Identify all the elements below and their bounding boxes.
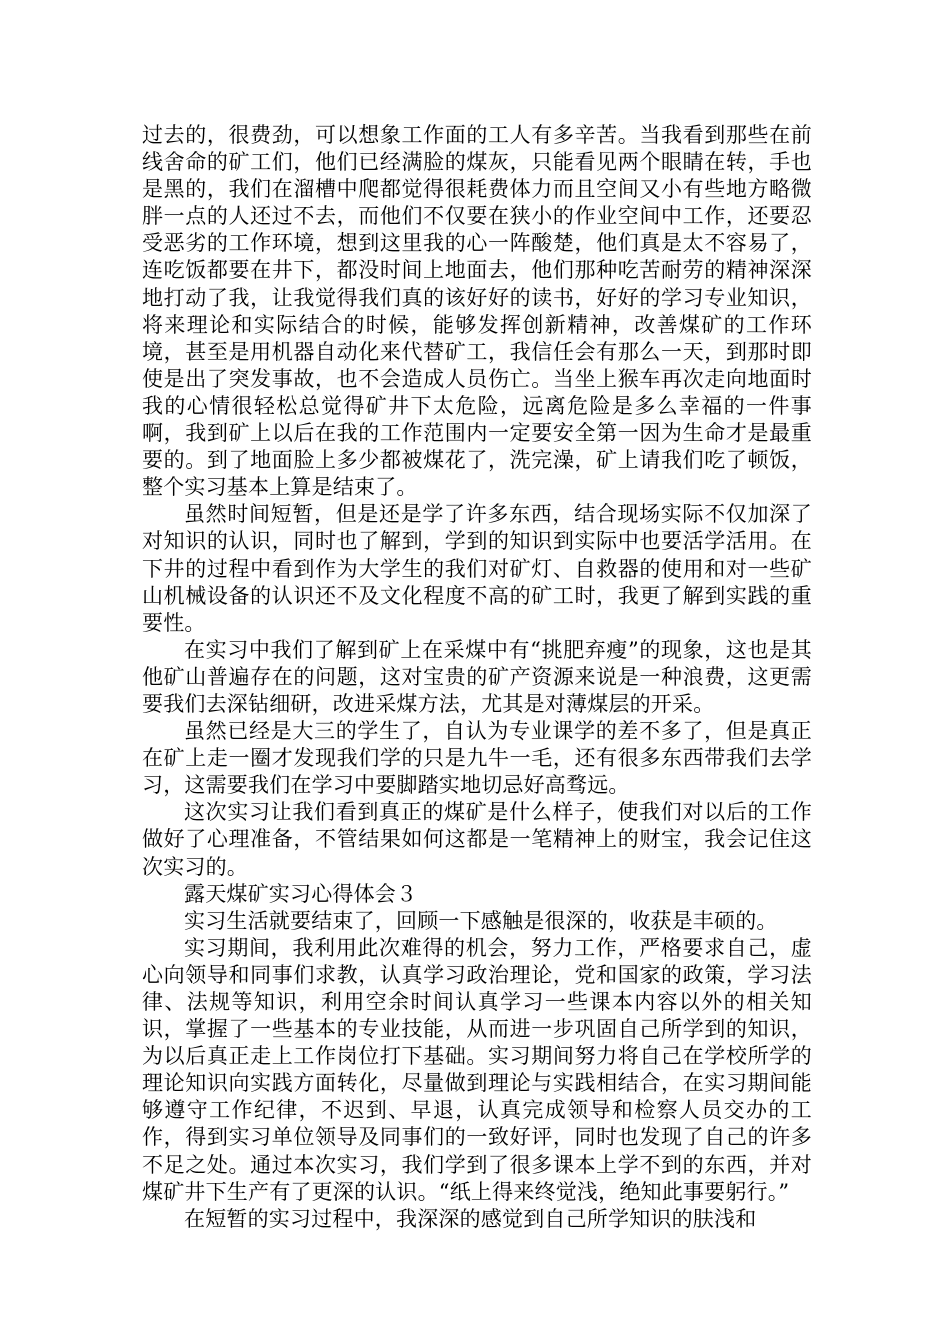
paragraph-short-time: 虽然时间短暂，但是还是学了许多东西，结合现场实际不仅加深了对知识的认识，同时也了解到，学到的知识到实际中也要活学活用。在下井的过程中看到作为大学生的我们对矿灯、自救器的使用和对一些矿山机械设备的认识还不及文化程度不高的矿工时，我更了解到实践的重要性。	[142, 502, 812, 635]
section-heading: 露天煤矿实习心得体会３	[184, 881, 418, 906]
paragraph-third-year: 虽然已经是大三的学生了，自认为专业课学的差不多了，但是真正在矿上走一圈才发现我们学的只是九牛一毛，还有很多东西带我们去学习，这需要我们在学习中要脚踏实地切忌好高骛远。	[142, 719, 812, 798]
paragraph-internship-period: 实习期间，我利用此次难得的机会，努力工作，严格要求自己，虚心向领导和同事们求教，认真学习政治理论，党和国家的政策，学习法律、法规等知识，利用空余时间认真学习一些课本内容以外的相关知识，掌握了一些基本的专业技能，从而进一步巩固自己所学到的知识，为以后真正走上工作岗位打下基础。实习期间努力将自己在学校所学的理论知识向实践方面转化，尽量做到理论与实践相结合，在实习期间能够遵守工作纪律，不迟到、早退，认真完成领导和检察人员交办的工作，得到实习单位领导及同事们的一致好评，同时也发现了自己的许多不足之处。通过本次实习，我们学到了很多课本上学不到的东西，并对煤矿井下生产有了更深的认识。“纸上得来终觉浅，绝知此事要躬行。”	[142, 935, 812, 1204]
paragraph-continuation: 过去的，很费劲，可以想象工作面的工人有多辛苦。当我看到那些在前线舍命的矿工们，他们已经满脸的煤灰，只能看见两个眼睛在转，手也是黑的，我们在溜槽中爬都觉得很耗费体力而且空间又小有些地方略微胖一点的人还过不去，而他们不仅要在狭小的作业空间中工作，还要忍受恶劣的工作环境，想到这里我的心一阵酸楚，他们真是太不容易了，连吃饭都要在井下，都没时间上地面去，他们那种吃苦耐劳的精神深深地打动了我，让我觉得我们真的该好好的读书，好好的学习专业知识，将来理论和实际结合的时候，能够发挥创新精神，改善煤矿的工作环境，甚至是用机器自动化来代替矿工，我信任会有那么一天，到那时即使是出了突发事故，也不会造成人员伤亡。当坐上猴车再次走向地面时我的心情很轻松总觉得矿井下太危险，远离危险是多么幸福的一件事啊，我到矿上以后在我的工作范围内一定要安全第一因为生命才是最重要的。到了地面脸上多少都被煤花了，洗完澡，矿上请我们吃了顿饭，整个实习基本上算是结束了。	[142, 123, 812, 500]
paragraph-conclusion: 这次实习让我们看到真正的煤矿是什么样子，使我们对以后的工作做好了心理准备，不管结果如何这都是一笔精神上的财宝，我会记住这次实习的。	[142, 800, 812, 879]
paragraph-short-internship: 在短暂的实习过程中，我深深的感觉到自己所学知识的肤浅和	[184, 1206, 757, 1231]
paragraph-internship-ending: 实习生活就要结束了，回顾一下感触是很深的，收获是丰硕的。	[184, 908, 778, 933]
document-page	[142, 122, 812, 1233]
paragraph-mining-waste: 在实习中我们了解到矿上在采煤中有“挑肥弃瘦”的现象，这也是其他矿山普遍存在的问题，这对宝贵的矿产资源来说是一种浪费，这更需要我们去深钻细研，改进采煤方法，尤其是对薄煤层的开采。	[142, 637, 812, 716]
